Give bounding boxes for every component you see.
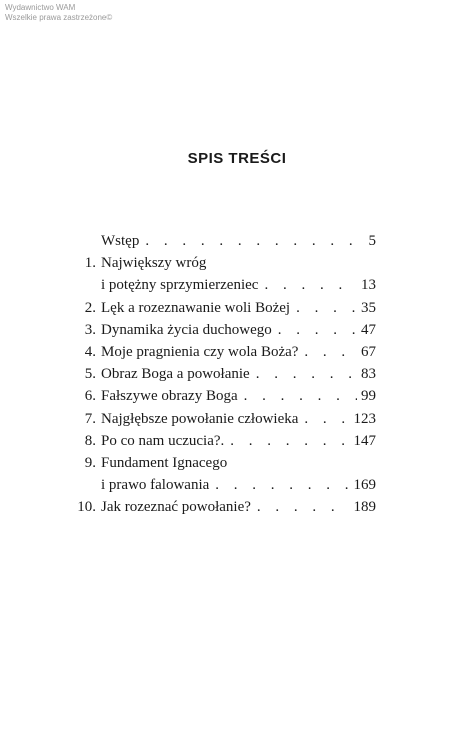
watermark-publisher: Wydawnictwo WAM bbox=[5, 3, 76, 12]
toc-line bbox=[68, 319, 376, 341]
toc-chapter-number: 4. bbox=[84, 343, 96, 360]
watermark bbox=[5, 3, 112, 23]
table-of-contents bbox=[68, 230, 376, 518]
toc-entry bbox=[68, 452, 376, 496]
toc-dot-leader bbox=[139, 230, 364, 252]
toc-chapter-title: Wstęp bbox=[101, 233, 140, 249]
toc-chapter-title: Fałszywe obrazy Boga bbox=[101, 388, 238, 405]
toc-entry bbox=[68, 385, 376, 407]
toc-dot-leader bbox=[251, 496, 350, 518]
toc-chapter-title: Lęk a rozeznawanie woli Bożej bbox=[101, 299, 291, 316]
toc-entry bbox=[68, 363, 376, 385]
toc-dot-leader bbox=[290, 297, 357, 319]
toc-line bbox=[68, 341, 376, 363]
toc-page-number: 147 bbox=[353, 432, 376, 449]
toc-entry bbox=[68, 230, 376, 252]
toc-entry bbox=[68, 319, 376, 341]
toc-page-number: 5 bbox=[368, 233, 376, 249]
toc-page-number: 123 bbox=[353, 410, 376, 427]
toc-chapter-number: 10. bbox=[77, 499, 96, 516]
toc-dot-leader bbox=[224, 430, 349, 452]
toc-page-number: 47 bbox=[361, 321, 376, 338]
toc-chapter-title: Najgłębsze powołanie człowieka bbox=[101, 410, 299, 427]
toc-entry bbox=[68, 408, 376, 430]
toc-line bbox=[68, 252, 376, 274]
toc-dot-leader bbox=[250, 363, 357, 385]
toc-entry bbox=[68, 496, 376, 518]
toc-line bbox=[68, 230, 376, 252]
toc-page-number: 67 bbox=[361, 343, 376, 360]
toc-entry bbox=[68, 252, 376, 296]
toc-chapter-title: Po co nam uczucia?. bbox=[101, 432, 225, 449]
toc-line bbox=[68, 385, 376, 407]
toc-line bbox=[68, 430, 376, 452]
toc-line bbox=[68, 297, 376, 319]
toc-line bbox=[68, 274, 376, 296]
toc-entry bbox=[68, 341, 376, 363]
toc-chapter-title: Największy wróg bbox=[101, 255, 207, 272]
watermark-rights: Wszelkie prawa zastrzeżone© bbox=[5, 13, 113, 22]
toc-chapter-number: 8. bbox=[84, 432, 96, 449]
toc-chapter-title: Dynamika życia duchowego bbox=[101, 321, 272, 338]
toc-chapter-number: 9. bbox=[84, 454, 96, 471]
toc-dot-leader bbox=[238, 385, 357, 407]
toc-chapter-number: 6. bbox=[84, 388, 96, 405]
toc-page-number: 13 bbox=[361, 277, 376, 294]
toc-chapter-title: i prawo falowania bbox=[101, 477, 210, 494]
toc-line bbox=[68, 496, 376, 518]
toc-dot-leader bbox=[258, 274, 357, 296]
toc-line bbox=[68, 452, 376, 474]
toc-chapter-number: 2. bbox=[84, 299, 96, 316]
toc-entry bbox=[68, 430, 376, 452]
toc-page-number: 169 bbox=[353, 477, 376, 494]
toc-page-number: 99 bbox=[361, 388, 376, 405]
toc-chapter-number: 5. bbox=[84, 366, 96, 383]
toc-chapter-title: Fundament Ignacego bbox=[101, 454, 228, 471]
toc-entry bbox=[68, 297, 376, 319]
toc-line bbox=[68, 408, 376, 430]
toc-page-number: 189 bbox=[353, 499, 376, 516]
toc-line bbox=[68, 363, 376, 385]
toc-chapter-title: Jak rozeznać powołanie? bbox=[101, 499, 251, 516]
toc-page-number: 83 bbox=[361, 366, 376, 383]
toc-chapter-number: 3. bbox=[84, 321, 96, 338]
toc-chapter-number: 7. bbox=[84, 410, 96, 427]
toc-chapter-title: i potężny sprzymierzeniec bbox=[101, 277, 259, 294]
toc-dot-leader bbox=[209, 474, 349, 496]
toc-dot-leader bbox=[272, 319, 357, 341]
toc-page-number: 35 bbox=[361, 299, 376, 316]
page-title: SPIS TREŚCI bbox=[187, 150, 287, 167]
toc-chapter-number: 1. bbox=[84, 255, 96, 272]
toc-chapter-title: Obraz Boga a powołanie bbox=[101, 366, 250, 383]
toc-line bbox=[68, 474, 376, 496]
toc-dot-leader bbox=[298, 341, 357, 363]
toc-dot-leader bbox=[298, 408, 349, 430]
toc-chapter-title: Moje pragnienia czy wola Boża? bbox=[101, 343, 299, 360]
